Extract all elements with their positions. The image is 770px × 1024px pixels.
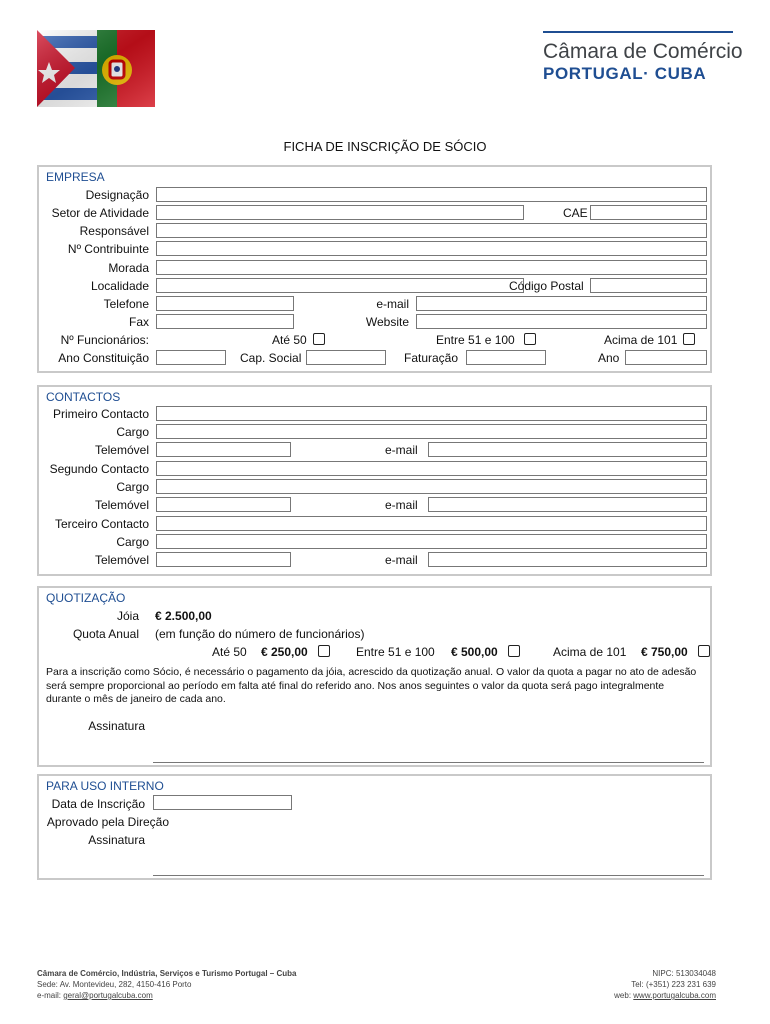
footer-email-line xyxy=(37,990,296,1001)
uso-interno-section xyxy=(37,774,712,880)
footer-nipc: NIPC: 513034048 xyxy=(652,969,716,978)
cuba-portugal-flag-icon xyxy=(37,30,155,107)
email2-input[interactable] xyxy=(428,497,707,512)
email2-label: e-mail xyxy=(385,498,418,512)
cap-social-label: Cap. Social xyxy=(240,351,302,365)
quota-anual-label: Quota Anual xyxy=(72,627,139,641)
footer-web-link[interactable]: www.portugalcuba.com xyxy=(633,991,716,1000)
ano-input[interactable] xyxy=(625,350,707,365)
designacao-label: Designação xyxy=(85,188,149,202)
footer-org-name: Câmara de Comércio, Indústria, Serviços e Turismo Portugal – Cuba xyxy=(37,969,297,978)
quota-note: (em função do número de funcionários) xyxy=(155,627,365,641)
quota-acima101-checkbox[interactable] xyxy=(698,645,710,657)
brand-divider xyxy=(543,31,733,33)
form-title: FICHA DE INSCRIÇÃO DE SÓCIO xyxy=(283,139,487,154)
cap-social-input[interactable] xyxy=(306,350,386,365)
empresa-email-input[interactable] xyxy=(416,296,707,311)
cargo2-input[interactable] xyxy=(156,479,707,494)
telemovel2-input[interactable] xyxy=(156,497,291,512)
cargo1-input[interactable] xyxy=(156,424,707,439)
terceiro-contacto-input[interactable] xyxy=(156,516,707,531)
cae-label: CAE xyxy=(563,206,588,220)
quota-acima101-value: € 750,00 xyxy=(641,645,688,659)
contactos-title: CONTACTOS xyxy=(46,390,121,404)
quotizacao-assinatura-label: Assinatura xyxy=(88,719,145,733)
quotizacao-section xyxy=(37,586,712,767)
acima101-label: Acima de 101 xyxy=(604,333,678,347)
paragraph-line-1: Para a inscrição como Sócio, é necessário o pagamento da jóia, acrescido da quotização anual. O valor da quota a pagar no ato de adesão xyxy=(46,666,697,678)
acima101-checkbox[interactable] xyxy=(683,333,695,345)
ano-constituicao-label: Ano Constituição xyxy=(58,351,149,365)
cargo2-label: Cargo xyxy=(116,480,149,494)
quota-entre51-checkbox[interactable] xyxy=(508,645,520,657)
contactos-section xyxy=(37,385,712,576)
footer-address xyxy=(37,968,296,1001)
joia-value: € 2.500,00 xyxy=(155,609,212,623)
telefone-input[interactable] xyxy=(156,296,294,311)
quota-entre51-label: Entre 51 e 100 xyxy=(356,645,435,659)
telemovel1-input[interactable] xyxy=(156,442,291,457)
cargo3-input[interactable] xyxy=(156,534,707,549)
primeiro-contacto-input[interactable] xyxy=(156,406,707,421)
quotizacao-paragraph xyxy=(46,666,710,707)
contribuinte-label: Nº Contribuinte xyxy=(67,242,149,256)
empresa-email-label: e-mail xyxy=(376,297,409,311)
designacao-input[interactable] xyxy=(156,187,707,202)
cargo3-label: Cargo xyxy=(116,535,149,549)
localidade-input[interactable] xyxy=(156,278,524,293)
quota-ate50-value: € 250,00 xyxy=(261,645,308,659)
website-input[interactable] xyxy=(416,314,707,329)
fax-label: Fax xyxy=(128,315,149,329)
footer-sede: Sede: Av. Montevideu, 282, 4150-416 Porto xyxy=(37,980,192,989)
quotizacao-signature-line[interactable] xyxy=(153,762,704,763)
data-inscricao-input[interactable] xyxy=(153,795,292,810)
footer-web-line xyxy=(614,990,716,1001)
entre51-label: Entre 51 e 100 xyxy=(436,333,515,347)
email1-input[interactable] xyxy=(428,442,707,457)
morada-input[interactable] xyxy=(156,260,707,275)
cargo1-label: Cargo xyxy=(116,425,149,439)
ate50-checkbox[interactable] xyxy=(313,333,325,345)
paragraph-line-3: durante o mês de janeiro de cada ano. xyxy=(46,693,226,705)
contribuinte-input[interactable] xyxy=(156,241,707,256)
empresa-section xyxy=(37,165,712,373)
quotizacao-title: QUOTIZAÇÃO xyxy=(46,591,126,605)
localidade-label: Localidade xyxy=(90,279,149,293)
interno-assinatura-label: Assinatura xyxy=(88,833,145,847)
empresa-title: EMPRESA xyxy=(46,170,105,184)
quota-ate50-checkbox[interactable] xyxy=(318,645,330,657)
codigo-postal-input[interactable] xyxy=(590,278,707,293)
ate50-label: Até 50 xyxy=(272,333,307,347)
brand-subname: PORTUGAL· CUBA xyxy=(543,64,707,83)
joia-label: Jóia xyxy=(116,609,139,623)
morada-label: Morada xyxy=(108,261,149,275)
faturacao-label: Faturação xyxy=(404,351,459,365)
uso-interno-title: PARA USO INTERNO xyxy=(46,779,164,793)
segundo-contacto-label: Segundo Contacto xyxy=(49,462,149,476)
telefone-label: Telefone xyxy=(103,297,149,311)
telemovel3-input[interactable] xyxy=(156,552,291,567)
quota-ate50-label: Até 50 xyxy=(212,645,247,659)
footer-tel: Tel: (+351) 223 231 639 xyxy=(631,980,716,989)
funcionarios-label: Nº Funcionários: xyxy=(60,333,149,347)
quota-entre51-value: € 500,00 xyxy=(451,645,498,659)
footer-web-prefix: web: xyxy=(614,991,634,1000)
ano-label: Ano xyxy=(598,351,620,365)
email3-label: e-mail xyxy=(385,553,418,567)
primeiro-contacto-label: Primeiro Contacto xyxy=(52,407,149,421)
setor-label: Setor de Atividade xyxy=(51,206,149,220)
email1-label: e-mail xyxy=(385,443,418,457)
cae-input[interactable] xyxy=(590,205,707,220)
responsavel-input[interactable] xyxy=(156,223,707,238)
codigo-postal-label: Código Postal xyxy=(509,279,584,293)
ano-constituicao-input[interactable] xyxy=(156,350,226,365)
email3-input[interactable] xyxy=(428,552,707,567)
aprovado-label: Aprovado pela Direção xyxy=(46,815,169,829)
telemovel2-label: Telemóvel xyxy=(94,498,149,512)
interno-signature-line[interactable] xyxy=(153,875,704,876)
faturacao-input[interactable] xyxy=(466,350,546,365)
footer-email-link[interactable]: geral@portugalcuba.com xyxy=(63,991,153,1000)
data-inscricao-label: Data de Inscrição xyxy=(51,797,145,811)
paragraph-line-2: será sempre proporcional ao período em falta até final do referido ano. Nos anos seguintes o valor da quota será pago integralmente xyxy=(46,679,665,692)
telemovel3-label: Telemóvel xyxy=(94,553,149,567)
website-label: Website xyxy=(365,315,409,329)
fax-input[interactable] xyxy=(156,314,294,329)
footer-email-prefix: e-mail: xyxy=(37,991,64,1000)
responsavel-label: Responsável xyxy=(79,224,149,238)
terceiro-contacto-label: Terceiro Contacto xyxy=(54,517,149,531)
segundo-contacto-input[interactable] xyxy=(156,461,707,476)
quota-acima101-label: Acima de 101 xyxy=(553,645,627,659)
brand-name: Câmara de Comércio xyxy=(543,40,743,63)
setor-input[interactable] xyxy=(156,205,524,220)
telemovel1-label: Telemóvel xyxy=(94,443,149,457)
footer-contact xyxy=(614,968,716,1001)
entre51-checkbox[interactable] xyxy=(524,333,536,345)
